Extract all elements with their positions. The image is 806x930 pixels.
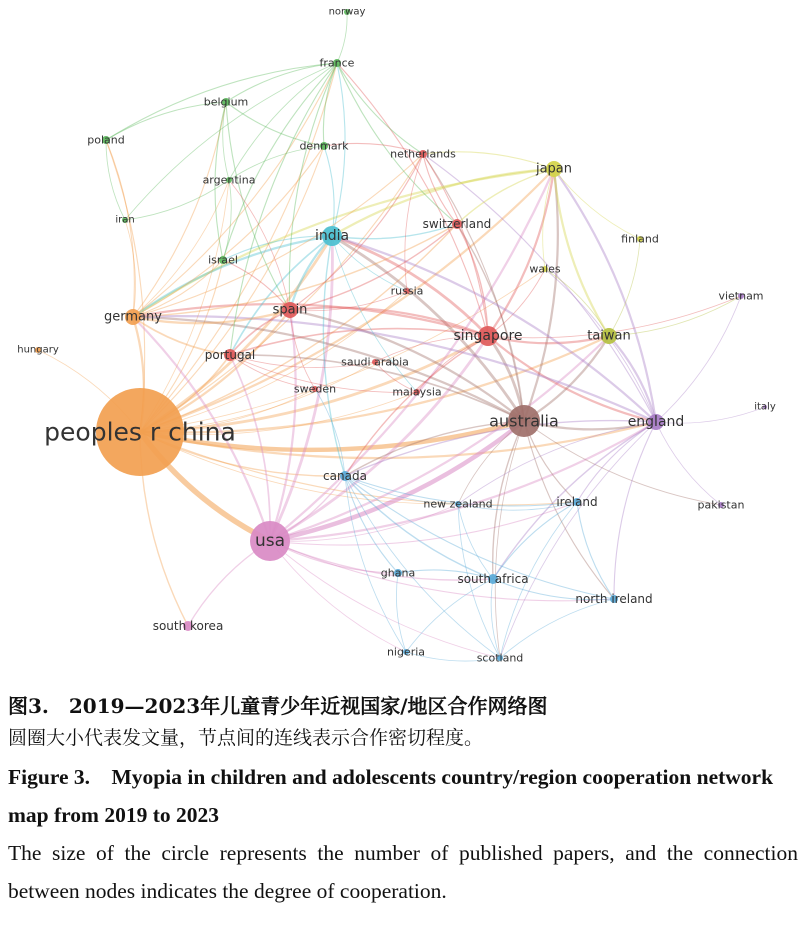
node-label-switzerland: switzerland [422, 217, 492, 231]
node-label-north-ireland: north ireland [575, 592, 653, 606]
node-label-finland: finland [621, 232, 659, 246]
edge-ghana-nigeria [396, 573, 406, 652]
node-label-japan: japan [535, 161, 573, 177]
node-label-israel: israel [208, 253, 238, 267]
edge-england-germany [133, 316, 656, 422]
edge-poland-iran [106, 140, 125, 220]
node-label-russia: russia [390, 284, 424, 298]
edge-singapore-japan [488, 169, 554, 336]
node-label-ireland: ireland [556, 495, 598, 509]
caption-chinese-title: 图3. 2019—2023年儿童青少年近视国家/地区合作网络图 [8, 694, 548, 718]
edge-japan-taiwan [554, 169, 609, 336]
node-label-netherlands: netherlands [390, 147, 456, 161]
node-label-ghana: ghana [380, 566, 416, 580]
node-label-south-africa: south africa [457, 572, 529, 586]
node-label-nigeria: nigeria [386, 645, 426, 659]
node-label-denmark: denmark [299, 139, 349, 153]
edge-north-ireland-scotland [500, 599, 614, 658]
node-label-pakistan: pakistan [697, 498, 745, 512]
node-label-sweden: sweden [293, 382, 337, 396]
labels-layer [17, 7, 776, 665]
edge-france-norway [337, 12, 347, 63]
node-label-canada: canada [323, 469, 367, 483]
node-label-poland: poland [87, 133, 125, 147]
caption-chinese-description: 圆圈大小代表发文量，节点间的连线表示合作密切程度。 [8, 727, 484, 749]
node-label-usa: usa [254, 531, 286, 551]
node-label-france: france [319, 56, 355, 70]
edge-england-netherlands [423, 154, 656, 422]
node-label-malaysia: malaysia [392, 385, 442, 399]
node-label-scotland: scotland [476, 651, 524, 665]
edge-australia-north-ireland [524, 421, 614, 599]
edge-india-denmark [324, 146, 334, 236]
node-label-india: india [314, 228, 350, 244]
caption-english-title: Figure 3. Myopia in children and adolescents country/region cooperation network map from 2019 to 2023 [8, 765, 774, 827]
edge-england-scotland [500, 422, 656, 658]
node-label-saudi-arabia: saudi arabia [341, 355, 409, 369]
edge-japan-finland [554, 169, 640, 239]
node-label-england: england [627, 414, 685, 430]
edge-germany-poland [106, 140, 134, 317]
edge-england-vietnam [656, 296, 741, 422]
edge-england-new-zealand [458, 422, 656, 504]
node-label-australia: australia [489, 411, 559, 431]
node-label-belgium: belgium [203, 95, 249, 109]
node-label-norway: norway [328, 6, 366, 18]
edge-usa-north-ireland [270, 541, 614, 601]
node-label-spain: spain [272, 302, 308, 318]
node-label-iran: iran [115, 214, 135, 226]
edge-germany-netherlands [133, 154, 423, 317]
edge-ireland-north-ireland [577, 502, 614, 599]
node-label-hungary: hungary [17, 344, 59, 356]
node-label-portugal: portugal [204, 348, 256, 362]
node-label-germany: germany [104, 309, 162, 325]
edge-usa-scotland [270, 541, 500, 658]
node-label-new-zealand: new zealand [423, 497, 493, 511]
node-label-argentina: argentina [202, 173, 256, 187]
node-label-italy: italy [754, 401, 776, 413]
edge-france-spain [289, 63, 337, 310]
edge-peoples-r-china-japan [140, 169, 554, 432]
node-label-south-korea: south korea [152, 619, 224, 633]
node-label-vietnam: vietnam [718, 289, 764, 303]
edge-australia-pakistan [524, 421, 721, 505]
figure-caption [8, 690, 798, 910]
node-label-peoples-r-china: peoples r china [44, 417, 236, 447]
node-label-taiwan: taiwan [587, 328, 631, 344]
edge-new-zealand-south-africa [458, 504, 493, 579]
edge-germany-belgium [133, 102, 226, 317]
node-label-singapore: singapore [453, 328, 523, 344]
node-label-wales: wales [529, 262, 561, 276]
edges-layer [38, 12, 765, 661]
edge-taiwan-finland [609, 239, 640, 336]
caption-english-description: The size of the circle represents the number of published papers, and the connection between nodes indicates the degree of cooperation. [8, 841, 798, 903]
